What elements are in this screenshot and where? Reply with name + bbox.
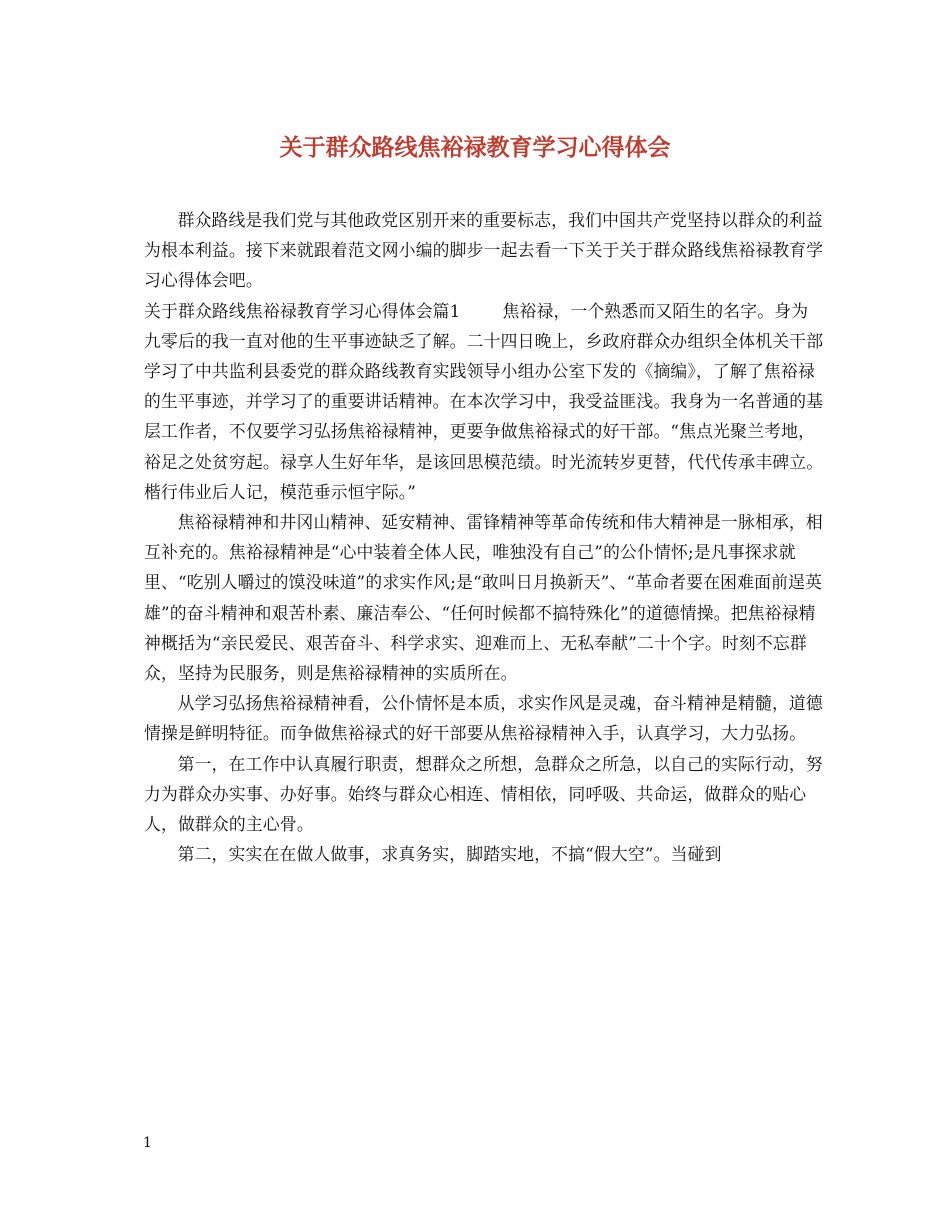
body-paragraph-first: 第一，在工作中认真履行职责，想群众之所想，急群众之所急，以自己的实际行动，努力为群众办实事、办好事。始终与群众心相连、情相依，同呼吸、共命运，做群众的贴心人，做群众的主心骨。	[144, 753, 823, 835]
section-heading: 关于群众路线焦裕禄教育学习心得体会篇1	[144, 300, 461, 321]
intro-paragraph: 群众路线是我们党与其他政党区别开来的重要标志，我们中国共产党坚持以群众的利益为根本利益。接下来就跟着范文网小编的脚步一起去看一下关于关于群众路线焦裕禄教育学习心得体会吧。	[144, 210, 824, 291]
document-title: 关于群众路线焦裕禄教育学习心得体会	[279, 135, 671, 161]
body-paragraph-study: 从学习弘扬焦裕禄精神看，公仆情怀是本质，求实作风是灵魂，奋斗精神是精髓，道德情操是鲜明特征。而争做焦裕禄式的好干部要从焦裕禄精神入手，认真学习，大力弘扬。	[144, 693, 823, 744]
section-first-text: 焦裕禄，一个熟悉而又陌生的名字。身为九零后的我一直对他的生平事迹缺乏了解。二十四日晚上，乡政府群众办组织全体机关干部学习了中共监利县委党的群众路线教育实践领导小组办公室下发的《摘编》，了解了焦裕禄的生平事迹，并学习了的重要讲话精神。在本次学习中，我受益匪浅。我身为一名普通的基层工作者，不仅要学习弘扬焦裕禄精神，更要争做焦裕禄式的好干部。“焦点光聚兰考地，裕足之处贫穷起。禄享人生好年华，是该回思模范绩。时光流转岁更替，代代传承丰碑立。楷行伟业后人记，模范垂示恒宇际。”	[144, 300, 824, 502]
document-body	[144, 205, 824, 869]
page-number: 1	[143, 1135, 152, 1151]
section-paragraph	[144, 296, 824, 507]
body-paragraph-second: 第二，实实在在做人做事，求真务实，脚踏实地，不搞“假大空”。当碰到	[177, 844, 722, 865]
body-paragraph-spirit: 焦裕禄精神和井冈山精神、延安精神、雷锋精神等革命传统和伟大精神是一脉相承，相互补充的。焦裕禄精神是“心中装着全体人民，唯独没有自己”的公仆情怀;是凡事探求就里、“吃别人嚼过的馍没味道”的求实作风;是“敢叫日月换新天”、“革命者要在困难面前逞英雄”的奋斗精神和艰苦朴素、廉洁奉公、“任何时候都不搞特殊化”的道德情操。把焦裕禄精神概括为“亲民爱民、艰苦奋斗、科学求实、迎难而上、无私奉献”二十个字。时刻不忘群众，坚持为民服务，则是焦裕禄精神的实质所在。	[144, 512, 823, 684]
